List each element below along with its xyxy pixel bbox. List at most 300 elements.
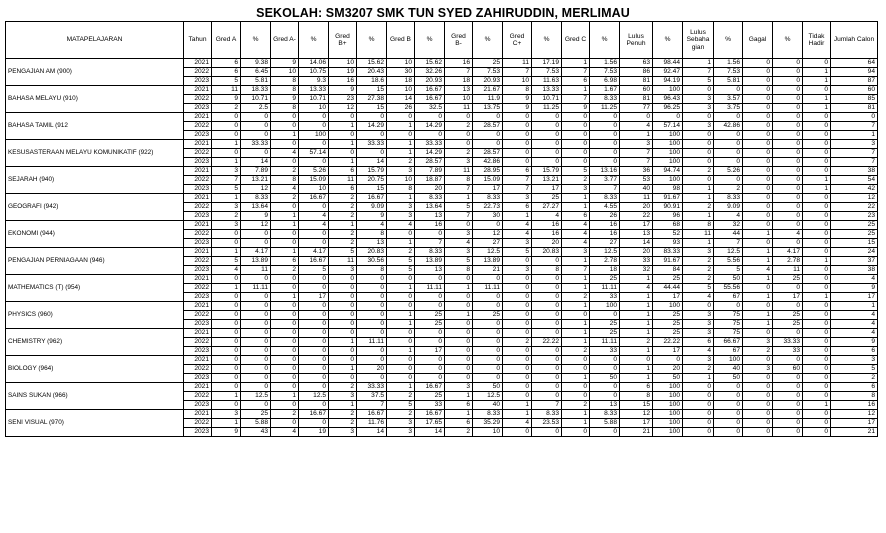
value-cell: 0: [803, 59, 831, 68]
value-cell: 0: [532, 158, 562, 167]
value-cell: 0: [743, 374, 773, 383]
value-cell: 17: [415, 347, 445, 356]
value-cell: 0: [590, 356, 620, 365]
value-cell: 75: [714, 311, 743, 320]
value-cell: 20: [415, 185, 445, 194]
value-cell: 16.67: [357, 194, 387, 203]
value-cell: 0: [212, 338, 241, 347]
value-cell: 60: [831, 86, 878, 95]
value-cell: 2: [562, 347, 590, 356]
value-cell: 3: [387, 167, 415, 176]
value-cell: 0: [445, 131, 473, 140]
value-cell: 0: [653, 356, 683, 365]
value-cell: 0: [773, 77, 803, 86]
value-cell: 20.43: [357, 68, 387, 77]
value-cell: 81: [831, 104, 878, 113]
value-cell: 13: [357, 239, 387, 248]
value-cell: 3: [387, 428, 415, 437]
value-cell: 7.53: [473, 68, 503, 77]
value-cell: 6: [831, 383, 878, 392]
value-cell: 19: [329, 68, 357, 77]
value-cell: 7: [714, 239, 743, 248]
value-cell: 0: [299, 203, 329, 212]
value-cell: 1: [387, 311, 415, 320]
value-cell: 1: [562, 338, 590, 347]
value-cell: 18.6: [357, 77, 387, 86]
value-cell: 0: [743, 356, 773, 365]
value-cell: 0: [299, 140, 329, 149]
value-cell: 1: [562, 374, 590, 383]
value-cell: 44.44: [653, 284, 683, 293]
value-cell: 0: [445, 329, 473, 338]
value-cell: 0: [271, 338, 299, 347]
value-cell: 0: [532, 383, 562, 392]
value-cell: 9: [212, 428, 241, 437]
value-cell: 0: [803, 356, 831, 365]
value-cell: 0: [271, 374, 299, 383]
value-cell: 0: [415, 131, 445, 140]
value-cell: 3: [683, 104, 714, 113]
value-cell: 1: [503, 401, 532, 410]
value-cell: 6: [562, 212, 590, 221]
year-cell: 2021: [184, 86, 212, 95]
value-cell: 6: [445, 419, 473, 428]
value-cell: 0: [329, 293, 357, 302]
value-cell: 1: [445, 392, 473, 401]
value-cell: 2: [329, 230, 357, 239]
value-cell: 0: [590, 113, 620, 122]
value-cell: 0: [241, 356, 271, 365]
value-cell: 19: [299, 428, 329, 437]
value-cell: 27.27: [532, 203, 562, 212]
value-cell: 0: [387, 302, 415, 311]
value-cell: 16.67: [415, 86, 445, 95]
value-cell: 3: [387, 203, 415, 212]
value-cell: 3: [387, 419, 415, 428]
value-cell: 2: [329, 239, 357, 248]
value-cell: 35.29: [473, 419, 503, 428]
value-cell: 60: [620, 86, 653, 95]
value-cell: 10: [387, 176, 415, 185]
value-cell: 0: [773, 131, 803, 140]
value-cell: 4: [773, 230, 803, 239]
value-cell: 50: [590, 374, 620, 383]
value-cell: 0: [271, 158, 299, 167]
value-cell: 9.09: [357, 203, 387, 212]
value-cell: 0: [803, 284, 831, 293]
value-cell: 1: [562, 419, 590, 428]
value-cell: 1: [803, 176, 831, 185]
value-cell: 0: [271, 275, 299, 284]
value-cell: 0: [714, 410, 743, 419]
value-cell: 0: [743, 176, 773, 185]
value-cell: 9: [329, 86, 357, 95]
value-cell: 2: [683, 266, 714, 275]
value-cell: 100: [653, 410, 683, 419]
value-cell: 0: [714, 149, 743, 158]
value-cell: 0: [743, 392, 773, 401]
value-cell: 4: [271, 149, 299, 158]
value-cell: 5: [503, 248, 532, 257]
value-cell: 1: [445, 311, 473, 320]
value-cell: 0: [683, 410, 714, 419]
value-cell: 75: [714, 320, 743, 329]
value-cell: 6: [212, 68, 241, 77]
value-cell: 16: [831, 401, 878, 410]
value-cell: 0: [773, 203, 803, 212]
value-cell: 0: [714, 86, 743, 95]
value-cell: 0: [329, 284, 357, 293]
value-cell: 16: [590, 221, 620, 230]
value-cell: 1: [803, 68, 831, 77]
value-cell: 4.55: [590, 203, 620, 212]
value-cell: 8.33: [714, 194, 743, 203]
value-cell: 0: [329, 149, 357, 158]
value-cell: 2: [329, 212, 357, 221]
value-cell: 0: [473, 365, 503, 374]
year-cell: 2023: [184, 374, 212, 383]
value-cell: 0: [683, 86, 714, 95]
value-cell: 6: [620, 383, 653, 392]
value-cell: 8: [271, 104, 299, 113]
value-cell: 0: [714, 113, 743, 122]
value-cell: 0: [532, 275, 562, 284]
value-cell: 1.56: [714, 59, 743, 68]
column-header: %: [773, 22, 803, 59]
value-cell: 3: [329, 266, 357, 275]
year-cell: 2022: [184, 122, 212, 131]
column-header: Gred C: [562, 22, 590, 59]
value-cell: 1: [831, 302, 878, 311]
value-cell: 0: [357, 374, 387, 383]
value-cell: 100: [653, 419, 683, 428]
column-header: %: [357, 22, 387, 59]
value-cell: 81: [620, 95, 653, 104]
value-cell: 27: [590, 239, 620, 248]
value-cell: 0: [241, 149, 271, 158]
value-cell: 43: [241, 428, 271, 437]
value-cell: 0: [743, 329, 773, 338]
value-cell: 100: [653, 302, 683, 311]
value-cell: 40: [714, 365, 743, 374]
value-cell: 96.43: [653, 95, 683, 104]
value-cell: 1: [271, 293, 299, 302]
value-cell: 16.67: [299, 257, 329, 266]
value-cell: 3: [743, 338, 773, 347]
value-cell: 38: [831, 266, 878, 275]
value-cell: 6: [212, 59, 241, 68]
value-cell: 11: [445, 167, 473, 176]
value-cell: 8: [831, 392, 878, 401]
value-cell: 57.14: [653, 122, 683, 131]
value-cell: 17: [653, 347, 683, 356]
value-cell: 0: [803, 122, 831, 131]
value-cell: 1: [743, 320, 773, 329]
value-cell: 5: [387, 257, 415, 266]
value-cell: 26: [387, 104, 415, 113]
value-cell: 0: [299, 356, 329, 365]
value-cell: 5: [212, 185, 241, 194]
value-cell: 11: [329, 176, 357, 185]
value-cell: 3: [683, 356, 714, 365]
value-cell: 0: [387, 356, 415, 365]
value-cell: 0: [743, 401, 773, 410]
value-cell: 0: [532, 356, 562, 365]
value-cell: 0: [803, 365, 831, 374]
value-cell: 0: [683, 302, 714, 311]
value-cell: 42.86: [714, 122, 743, 131]
value-cell: 0: [212, 383, 241, 392]
value-cell: 0: [473, 275, 503, 284]
value-cell: 14.29: [415, 122, 445, 131]
subject-name: SENI VISUAL (970): [6, 410, 184, 437]
value-cell: 1: [562, 203, 590, 212]
value-cell: 2.5: [241, 104, 271, 113]
value-cell: 1: [743, 257, 773, 266]
value-cell: 0: [271, 419, 299, 428]
column-header: %: [415, 22, 445, 59]
value-cell: 3: [329, 428, 357, 437]
year-cell: 2021: [184, 113, 212, 122]
value-cell: 0: [473, 347, 503, 356]
value-cell: 0: [329, 320, 357, 329]
value-cell: 0: [532, 428, 562, 437]
value-cell: 3: [503, 194, 532, 203]
value-cell: 4: [357, 221, 387, 230]
value-cell: 3: [620, 140, 653, 149]
value-cell: 13.89: [415, 257, 445, 266]
value-cell: 0: [683, 158, 714, 167]
value-cell: 0: [212, 329, 241, 338]
value-cell: 1: [620, 311, 653, 320]
value-cell: 20.93: [415, 77, 445, 86]
value-cell: 4: [299, 212, 329, 221]
value-cell: 1: [329, 122, 357, 131]
value-cell: 91.67: [653, 257, 683, 266]
value-cell: 9.09: [714, 203, 743, 212]
year-cell: 2022: [184, 176, 212, 185]
value-cell: 22.22: [653, 338, 683, 347]
value-cell: 7.53: [590, 68, 620, 77]
year-cell: 2022: [184, 257, 212, 266]
year-cell: 2023: [184, 185, 212, 194]
year-cell: 2021: [184, 221, 212, 230]
value-cell: 96: [653, 212, 683, 221]
value-cell: 0: [212, 320, 241, 329]
value-cell: 10: [387, 59, 415, 68]
value-cell: 0: [590, 392, 620, 401]
value-cell: 33: [590, 293, 620, 302]
value-cell: 20: [620, 203, 653, 212]
value-cell: 0: [329, 311, 357, 320]
value-cell: 25: [532, 194, 562, 203]
value-cell: 4: [562, 230, 590, 239]
value-cell: 2: [562, 176, 590, 185]
value-cell: 13.21: [532, 176, 562, 185]
value-cell: 5: [212, 77, 241, 86]
value-cell: 2.78: [773, 257, 803, 266]
column-header: %: [299, 22, 329, 59]
value-cell: 11: [683, 230, 714, 239]
value-cell: 3: [562, 248, 590, 257]
value-cell: 0: [503, 158, 532, 167]
value-cell: 15.62: [415, 59, 445, 68]
value-cell: 0: [743, 95, 773, 104]
value-cell: 7: [831, 158, 878, 167]
value-cell: 16.67: [415, 410, 445, 419]
value-cell: 100: [653, 131, 683, 140]
value-cell: 0: [299, 302, 329, 311]
value-cell: 13: [415, 266, 445, 275]
value-cell: 25: [590, 275, 620, 284]
value-cell: 2: [831, 374, 878, 383]
value-cell: 21: [831, 428, 878, 437]
value-cell: 0: [241, 338, 271, 347]
value-cell: 7: [357, 401, 387, 410]
value-cell: 11.9: [473, 95, 503, 104]
value-cell: 75: [714, 329, 743, 338]
value-cell: 7.53: [714, 68, 743, 77]
value-cell: 33.33: [415, 140, 445, 149]
value-cell: 9: [357, 212, 387, 221]
value-cell: 18.33: [241, 86, 271, 95]
value-cell: 0: [445, 275, 473, 284]
value-cell: 25: [415, 320, 445, 329]
value-cell: 1: [683, 374, 714, 383]
value-cell: 0: [503, 347, 532, 356]
value-cell: 5.56: [714, 257, 743, 266]
value-cell: 25: [831, 221, 878, 230]
value-cell: 81: [620, 77, 653, 86]
value-cell: 0: [532, 257, 562, 266]
value-cell: 0: [743, 86, 773, 95]
value-cell: 10: [299, 185, 329, 194]
value-cell: 0: [803, 428, 831, 437]
value-cell: 0: [241, 275, 271, 284]
year-cell: 2021: [184, 275, 212, 284]
year-cell: 2023: [184, 212, 212, 221]
value-cell: 1: [620, 365, 653, 374]
value-cell: 10.75: [299, 68, 329, 77]
value-cell: 0: [271, 365, 299, 374]
value-cell: 1: [212, 284, 241, 293]
value-cell: 22: [620, 212, 653, 221]
value-cell: 0: [241, 302, 271, 311]
value-cell: 0: [773, 428, 803, 437]
value-cell: 6: [445, 401, 473, 410]
value-cell: 11.11: [590, 284, 620, 293]
value-cell: 11.25: [532, 104, 562, 113]
value-cell: 77: [620, 104, 653, 113]
value-cell: 4: [387, 221, 415, 230]
table-row: [6, 113, 878, 122]
value-cell: 0: [683, 383, 714, 392]
value-cell: 0: [803, 419, 831, 428]
value-cell: 1: [503, 410, 532, 419]
value-cell: 92.47: [653, 68, 683, 77]
value-cell: 67: [714, 293, 743, 302]
value-cell: 0: [212, 302, 241, 311]
value-cell: 13: [415, 212, 445, 221]
value-cell: 4: [743, 266, 773, 275]
value-cell: 13.16: [590, 167, 620, 176]
value-cell: 1: [271, 212, 299, 221]
value-cell: 3: [831, 140, 878, 149]
value-cell: 5: [831, 365, 878, 374]
value-cell: 4: [562, 239, 590, 248]
value-cell: 0: [743, 59, 773, 68]
value-cell: 28.57: [473, 149, 503, 158]
value-cell: 3: [212, 167, 241, 176]
value-cell: 0: [620, 356, 653, 365]
value-cell: 0: [473, 140, 503, 149]
value-cell: 5.81: [241, 77, 271, 86]
value-cell: 18: [445, 77, 473, 86]
value-cell: 52: [653, 230, 683, 239]
table-row: [6, 329, 878, 338]
value-cell: 0: [503, 275, 532, 284]
value-cell: 0: [387, 131, 415, 140]
value-cell: 0: [299, 275, 329, 284]
value-cell: 1: [620, 275, 653, 284]
value-cell: 8.33: [532, 410, 562, 419]
value-cell: 3: [683, 329, 714, 338]
value-cell: 0: [803, 239, 831, 248]
value-cell: 83.33: [653, 248, 683, 257]
value-cell: 0: [773, 149, 803, 158]
value-cell: 25: [831, 230, 878, 239]
value-cell: 0: [532, 140, 562, 149]
value-cell: 1: [387, 347, 415, 356]
value-cell: 0: [773, 410, 803, 419]
value-cell: 0: [212, 230, 241, 239]
value-cell: 4: [714, 212, 743, 221]
value-cell: 0: [803, 347, 831, 356]
value-cell: 1: [445, 284, 473, 293]
value-cell: 0: [445, 293, 473, 302]
value-cell: 50: [714, 374, 743, 383]
value-cell: 0: [299, 320, 329, 329]
value-cell: 23.53: [532, 419, 562, 428]
value-cell: 0: [803, 167, 831, 176]
value-cell: 10.71: [532, 95, 562, 104]
value-cell: 100: [714, 356, 743, 365]
year-cell: 2021: [184, 248, 212, 257]
value-cell: 33: [620, 257, 653, 266]
value-cell: 94.74: [653, 167, 683, 176]
year-cell: 2021: [184, 140, 212, 149]
value-cell: 0: [415, 113, 445, 122]
value-cell: 6: [271, 257, 299, 266]
value-cell: 1: [562, 329, 590, 338]
value-cell: 0: [299, 113, 329, 122]
value-cell: 22.73: [473, 203, 503, 212]
value-cell: 2: [329, 419, 357, 428]
value-cell: 0: [241, 329, 271, 338]
value-cell: 4: [831, 275, 878, 284]
value-cell: 0: [299, 239, 329, 248]
year-cell: 2022: [184, 338, 212, 347]
value-cell: 20: [653, 365, 683, 374]
value-cell: 0: [683, 428, 714, 437]
value-cell: 1: [387, 122, 415, 131]
value-cell: 32: [714, 221, 743, 230]
value-cell: 0: [562, 311, 590, 320]
value-cell: 0: [503, 356, 532, 365]
value-cell: 100: [653, 401, 683, 410]
value-cell: 0: [743, 212, 773, 221]
value-cell: 94: [831, 68, 878, 77]
